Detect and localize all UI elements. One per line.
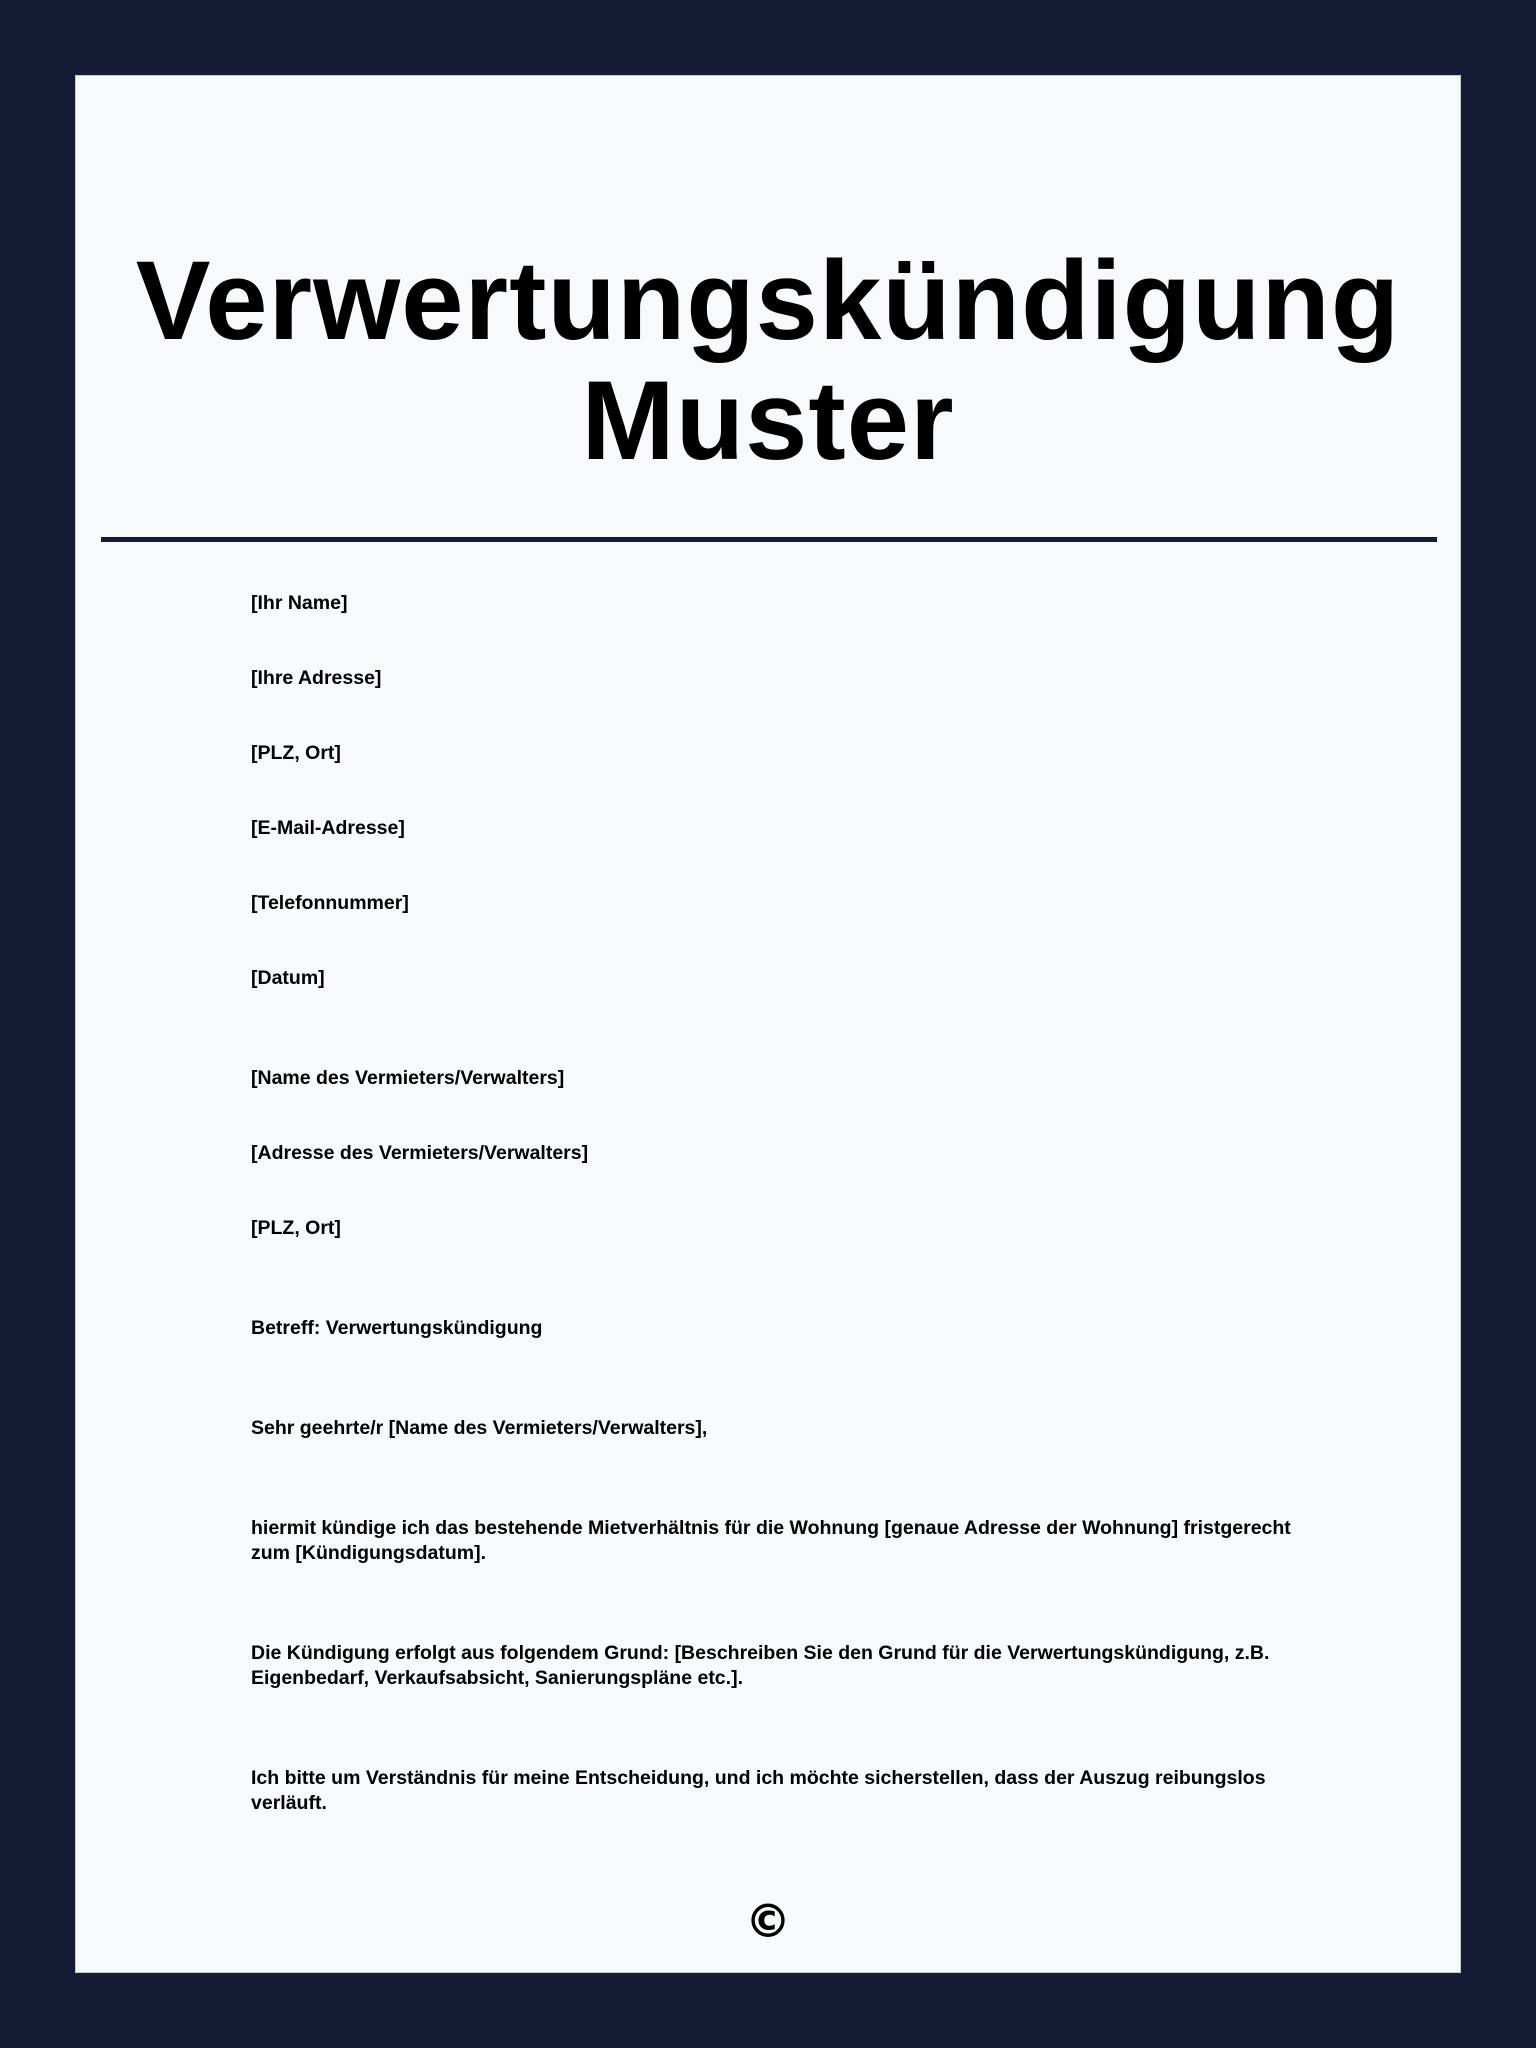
subject-line: Betreff: Verwertungskündigung xyxy=(251,1317,543,1339)
document-page xyxy=(75,75,1461,1973)
recipient-address: [Adresse des Vermieters/Verwalters] xyxy=(251,1142,589,1164)
sender-zip-city: [PLZ, Ort] xyxy=(251,742,341,764)
sender-name: [Ihr Name] xyxy=(251,592,348,614)
sender-phone: [Telefonnummer] xyxy=(251,892,409,914)
body-paragraph: hiermit kündige ich das bestehende Mietverhältnis für die Wohnung [genaue Adresse der Wohnung] fristgerecht zum [Kündigungsdatum]. xyxy=(251,1517,1291,1564)
sender-address: [Ihre Adresse] xyxy=(251,667,382,689)
sender-email: [E-Mail-Adresse] xyxy=(251,817,405,839)
copyright-icon: © xyxy=(745,1894,791,1948)
letter-date: [Datum] xyxy=(251,967,325,989)
body-paragraph: Ich bitte um Verständnis für meine Entscheidung, und ich möchte sicherstellen, dass der Auszug reibungslos verläuft. xyxy=(251,1767,1266,1814)
recipient-zip-city: [PLZ, Ort] xyxy=(251,1217,341,1239)
document-title: Verwertungskündigung Muster xyxy=(135,238,1401,483)
salutation: Sehr geehrte/r [Name des Vermieters/Verwalters], xyxy=(251,1417,708,1439)
recipient-name: [Name des Vermieters/Verwalters] xyxy=(251,1067,565,1089)
body-paragraph: Die Kündigung erfolgt aus folgendem Grund: [Beschreiben Sie den Grund für die Verwertungskündigung, z.B. Eigenbedarf, Verkaufsabsicht, Sanierungspläne etc.]. xyxy=(251,1642,1270,1689)
title-divider xyxy=(101,537,1437,542)
